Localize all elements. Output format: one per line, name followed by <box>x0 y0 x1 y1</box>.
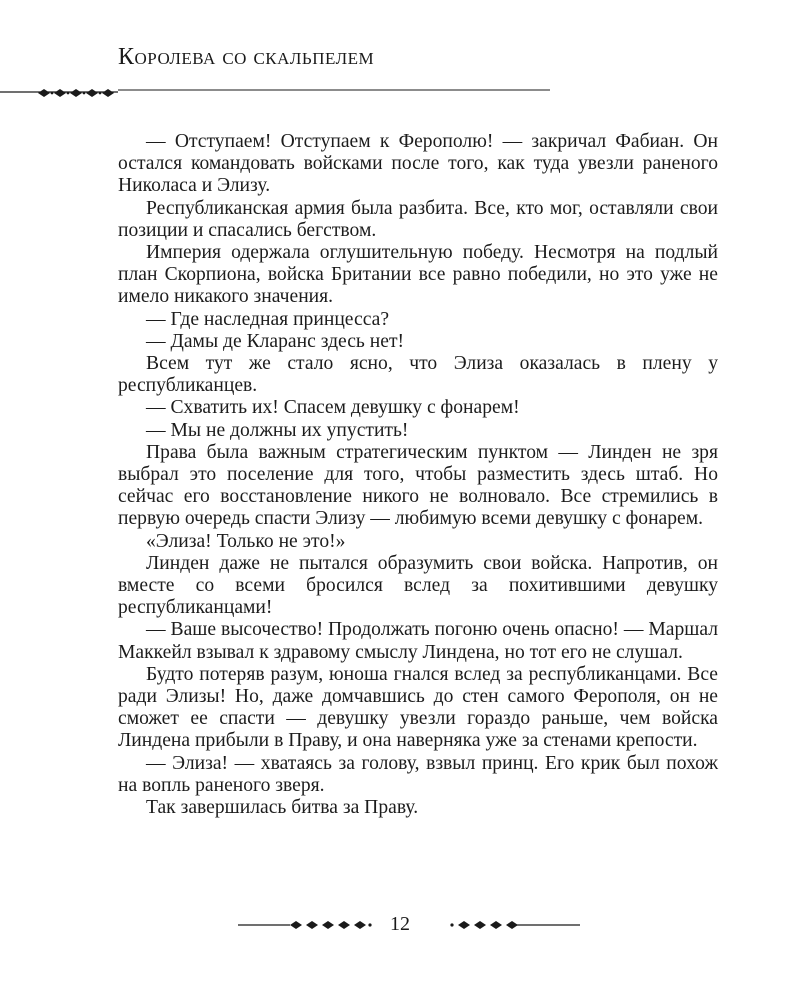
paragraph: Всем тут же стало ясно, что Элиза оказалась в плену у республиканцев. <box>118 353 718 397</box>
page-footer <box>0 905 800 945</box>
paragraph: — Где наследная принцесса? <box>146 308 390 330</box>
paragraph: Республиканская армия была разбита. Все, кто мог, оставляли свои позиции и спасались бегством. <box>118 197 718 241</box>
running-title: Королева со скальпелем <box>118 44 375 70</box>
chapter-text <box>118 131 718 819</box>
paragraph: — Элиза! — хватаясь за голову, взвыл принц. Его крик был похож на вопль раненого зверя. <box>118 752 718 796</box>
running-header <box>0 40 800 110</box>
paragraph: Империя одержала оглушительную победу. Несмотря на подлый план Скорпиона, войска Британии все равно победили, но это уже не имело никакого значения. <box>118 242 718 308</box>
page-number: 12 <box>390 913 410 935</box>
paragraph: Права была важным стратегическим пунктом — Линден не зря выбрал это поселение для того, чтобы разместить здесь штаб. Но сейчас его восстановление никого не волновало. Все стремились в первую очередь спасти Элизу — любимую всеми девушку с фонарем. <box>118 441 718 530</box>
paragraph: — Отступаем! Отступаем к Ферополю! — закричал Фабиан. Он остался командовать войсками после того, как туда увезли раненого Николаса и Элизу. <box>118 131 718 197</box>
paragraph: — Схватить их! Спасем девушку с фонарем! <box>146 397 520 419</box>
paragraph: «Элиза! Только не это!» <box>146 530 346 552</box>
paragraph: — Ваше высочество! Продолжать погоню очень опасно! — Маршал Маккейл взывал к здравому смыслу Линдена, но тот его не слушал. <box>118 619 718 663</box>
paragraph: Линден даже не пытался образумить свои войска. Напротив, он вместе со всеми бросился вслед за похитившими девушку республиканцами! <box>118 552 718 619</box>
paragraph: — Дамы де Кларанс здесь нет! <box>146 330 405 352</box>
paragraph: Будто потеряв разум, юноша гнался вслед за республиканцами. Все ради Элизы! Но, даже домчавшись до стен самого Ферополя, он не сможет ее спасти — девушку увезли гораздо раньше, чем войска Линдена прибыли в Праву, и она наверняка уже за стенами крепости. <box>118 663 718 752</box>
paragraph: Так завершилась битва за Праву. <box>146 797 419 819</box>
paragraph: — Мы не должны их упустить! <box>146 419 409 441</box>
